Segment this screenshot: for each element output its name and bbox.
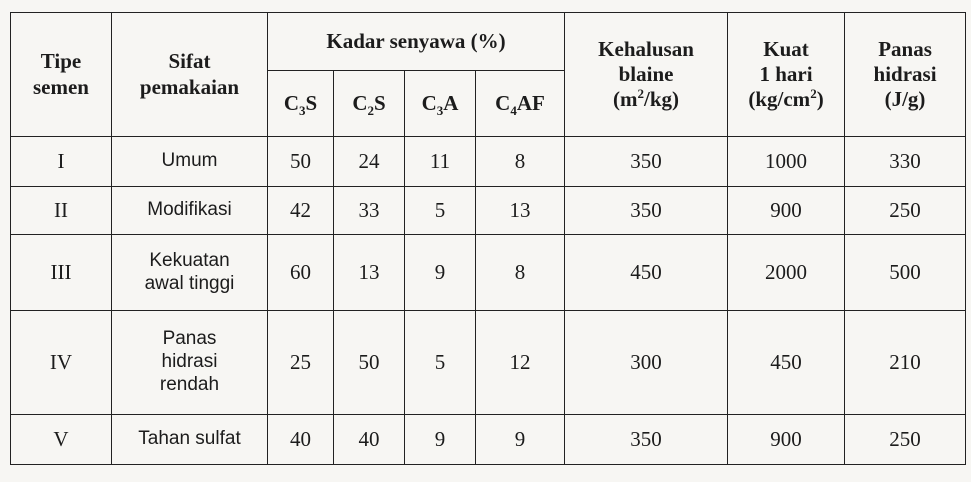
header-tipe-semen: Tipe semen (11, 13, 112, 137)
cell-panas: 250 (845, 415, 966, 465)
cell-kuat: 450 (728, 311, 845, 415)
header-c3s: $C_3S$ (268, 71, 334, 137)
cell-tipe: III (11, 235, 112, 311)
cell-tipe: IV (11, 311, 112, 415)
cell-tipe: II (11, 187, 112, 235)
header-kehalusan-blaine: Kehalusan blaine $(m^2/kg)$ (565, 13, 728, 137)
cell-sifat: Panas hidrasi rendah (112, 311, 268, 415)
cement-type-table (10, 12, 966, 465)
cell-c3s: 25 (268, 311, 334, 415)
cell-blaine: 350 (565, 415, 728, 465)
table-row (11, 311, 966, 415)
cell-tipe: I (11, 137, 112, 187)
cell-c3s: 50 (268, 137, 334, 187)
cell-c3a: 9 (405, 235, 476, 311)
cell-c3s: 40 (268, 415, 334, 465)
cell-panas: 250 (845, 187, 966, 235)
cell-kuat: 1000 (728, 137, 845, 187)
header-c4af: $C_4AF$ (476, 71, 565, 137)
cell-c4af: 8 (476, 235, 565, 311)
cell-kuat: 900 (728, 187, 845, 235)
cell-c2s: 50 (334, 311, 405, 415)
cell-c3a: 5 (405, 311, 476, 415)
cell-panas: 210 (845, 311, 966, 415)
cell-c4af: 9 (476, 415, 565, 465)
cell-c3s: 60 (268, 235, 334, 311)
header-c2s: $C_2S$ (334, 71, 405, 137)
cell-panas: 330 (845, 137, 966, 187)
cell-blaine: 350 (565, 137, 728, 187)
cell-c4af: 8 (476, 137, 565, 187)
cell-c3a: 9 (405, 415, 476, 465)
header-c3a: $C_3A$ (405, 71, 476, 137)
cell-c3a: 11 (405, 137, 476, 187)
cell-kuat: 900 (728, 415, 845, 465)
cell-c4af: 13 (476, 187, 565, 235)
cell-blaine: 350 (565, 187, 728, 235)
cell-sifat: Kekuatan awal tinggi (112, 235, 268, 311)
cell-sifat: Modifikasi (112, 187, 268, 235)
cell-panas: 500 (845, 235, 966, 311)
cell-blaine: 450 (565, 235, 728, 311)
cell-tipe: V (11, 415, 112, 465)
cell-sifat: Umum (112, 137, 268, 187)
cell-c4af: 12 (476, 311, 565, 415)
cell-kuat: 2000 (728, 235, 845, 311)
cell-c2s: 13 (334, 235, 405, 311)
cell-c2s: 40 (334, 415, 405, 465)
cell-c2s: 33 (334, 187, 405, 235)
header-panas-hidrasi: Panas hidrasi (J/g) (845, 13, 966, 137)
cell-c3a: 5 (405, 187, 476, 235)
header-sifat-pemakaian: Sifat pemakaian (112, 13, 268, 137)
cell-c3s: 42 (268, 187, 334, 235)
header-kadar-senyawa: Kadar senyawa (%) (268, 13, 565, 71)
cell-c2s: 24 (334, 137, 405, 187)
table-row (11, 137, 966, 187)
table-row (11, 235, 966, 311)
table-row (11, 415, 966, 465)
cell-blaine: 300 (565, 311, 728, 415)
header-kuat-1-hari: Kuat 1 hari $(kg/cm^2)$ (728, 13, 845, 137)
table-row (11, 187, 966, 235)
cell-sifat: Tahan sulfat (112, 415, 268, 465)
